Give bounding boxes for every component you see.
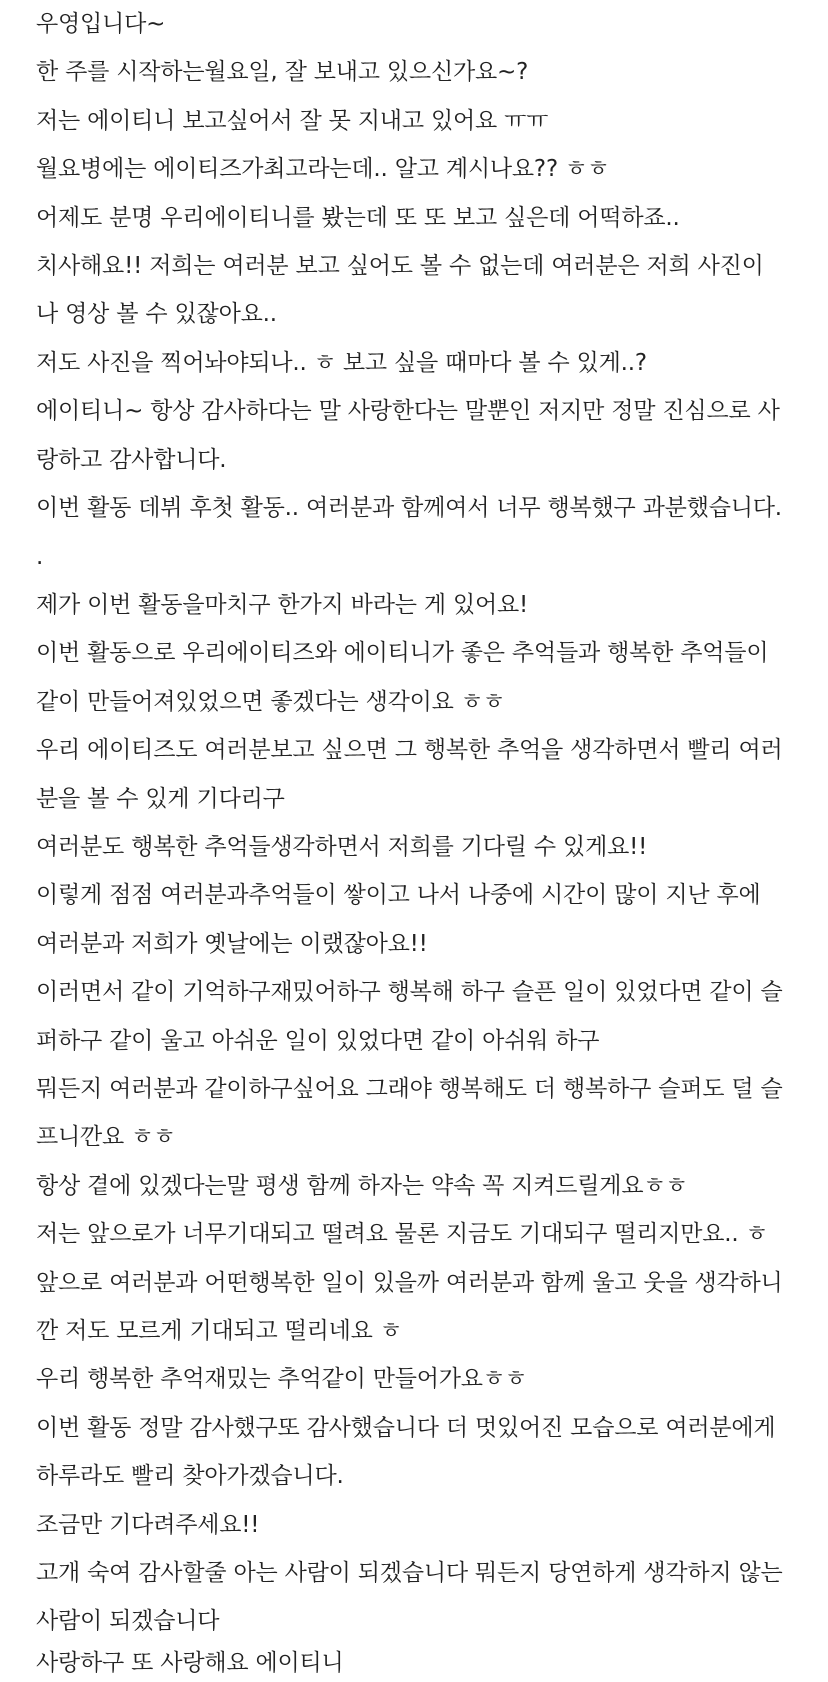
letter-line: 같이 만들어져있었으면 좋겠다는 생각이요 ㅎㅎ xyxy=(36,689,505,715)
letter-line: 랑하고 감사합니다. xyxy=(36,447,227,473)
letter-line: 저는 에이티니 보고싶어서 잘 못 지내고 있어요 ㅠㅠ xyxy=(36,108,549,134)
letter-line: 항상 곁에 있겠다는말 평생 함께 하자는 약속 꼭 지켜드릴게요ㅎㅎ xyxy=(36,1173,688,1199)
letter-line: 치사해요!! 저희는 여러분 보고 싶어도 볼 수 없는데 여러분은 저희 사진이 xyxy=(36,253,764,279)
letter-line: 깐 저도 모르게 기대되고 떨리네요 ㅎ xyxy=(36,1318,402,1344)
letter-line: 뭐든지 여러분과 같이하구싶어요 그래야 행복해도 더 행복하구 슬퍼도 덜 슬 xyxy=(36,1076,783,1102)
letter-line: 사람이 되겠습니다 xyxy=(36,1608,220,1634)
letter-line: 앞으로 여러분과 어떤행복한 일이 있을까 여러분과 함께 울고 웃을 생각하니 xyxy=(36,1270,783,1296)
letter-line: 하루라도 빨리 찾아가겠습니다. xyxy=(36,1463,344,1489)
letter-line: 이번 활동으로 우리에이티즈와 에이티니가 좋은 추억들과 행복한 추억들이 xyxy=(36,640,769,666)
letter-line: 에이티니~ 항상 감사하다는 말 사랑한다는 말뿐인 저지만 정말 진심으로 사 xyxy=(36,398,780,424)
letter-line: 어제도 분명 우리에이티니를 봤는데 또 또 보고 싶은데 어떡하죠.. xyxy=(36,205,680,231)
letter-line: 여러분과 저희가 옛날에는 이랬잖아요!! xyxy=(36,931,428,957)
letter-line: 분을 볼 수 있게 기다리구 xyxy=(36,786,285,812)
letter-line: 프니깐요 ㅎㅎ xyxy=(36,1124,176,1150)
letter-line: 이렇게 점점 여러분과추억들이 쌓이고 나서 나중에 시간이 많이 지난 후에 xyxy=(36,882,761,908)
letter-line: 우리 에이티즈도 여러분보고 싶으면 그 행복한 추억을 생각하면서 빨리 여러 xyxy=(36,737,783,763)
letter-line: 조금만 기다려주세요!! xyxy=(36,1512,260,1538)
letter-line: 한 주를 시작하는월요일, 잘 보내고 있으신가요~? xyxy=(36,59,529,85)
letter-line: 우영입니다~ xyxy=(36,11,166,37)
letter-line: . xyxy=(36,544,44,570)
letter-line: 저도 사진을 찍어놔야되나.. ㅎ 보고 싶을 때마다 볼 수 있게..? xyxy=(36,350,647,376)
letter-line: 저는 앞으로가 너무기대되고 떨려요 물론 지금도 기대되구 떨리지만요.. ㅎ xyxy=(36,1221,768,1247)
letter-line: 나 영상 볼 수 있잖아요.. xyxy=(36,301,277,327)
letter-line: 월요병에는 에이티즈가최고라는데.. 알고 계시나요?? ㅎㅎ xyxy=(36,156,610,182)
letter-line: 우리 행복한 추억재밌는 추억같이 만들어가요ㅎㅎ xyxy=(36,1366,527,1392)
letter-line: 사랑하구 또 사랑해요 에이티니 xyxy=(36,1650,344,1676)
letter-line: 이러면서 같이 기억하구재밌어하구 행복해 하구 슬픈 일이 있었다면 같이 슬 xyxy=(36,979,783,1005)
letter-line: 이번 활동 데뷔 후첫 활동.. 여러분과 함께여서 너무 행복했구 과분했습니다. xyxy=(36,495,782,521)
letter-line: 제가 이번 활동을마치구 한가지 바라는 게 있어요! xyxy=(36,592,529,618)
letter-line: 고개 숙여 감사할줄 아는 사람이 되겠습니다 뭐든지 당연하게 생각하지 않는 xyxy=(36,1560,783,1586)
letter-line: 이번 활동 정말 감사했구또 감사했습니다 더 멋있어진 모습으로 여러분에게 xyxy=(36,1415,776,1441)
letter-line: 퍼하구 같이 울고 아쉬운 일이 있었다면 같이 아쉬워 하구 xyxy=(36,1028,600,1054)
letter-line: 여러분도 행복한 추억들생각하면서 저희를 기다릴 수 있게요!! xyxy=(36,834,648,860)
